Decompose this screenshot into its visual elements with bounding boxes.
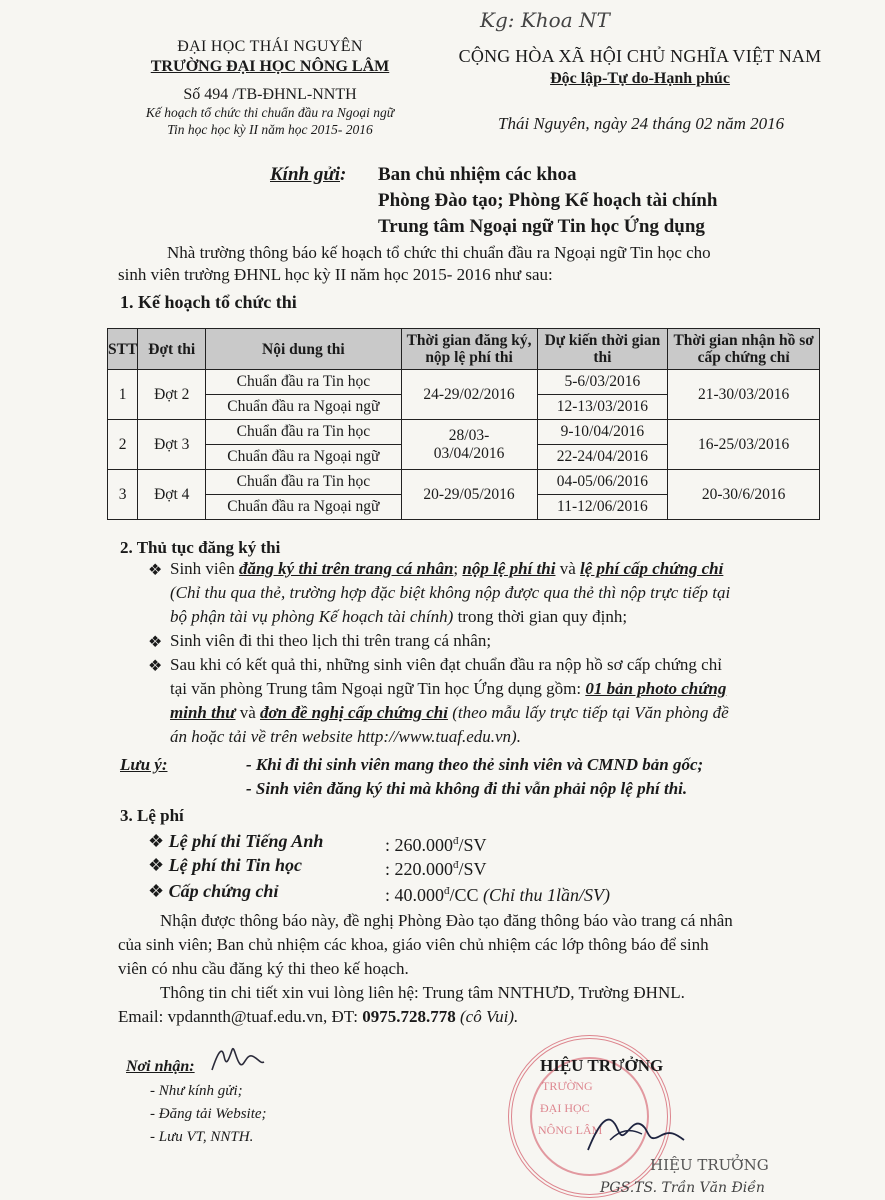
cell-thoi-gian: 12-13/03/2016 xyxy=(537,395,668,420)
bullet3-line2-normal: tại văn phòng Trung tâm Ngoại ngữ Tin học Ứng dụng gồm: xyxy=(170,679,586,698)
fee-row xyxy=(148,828,323,854)
section3-title: 3. Lệ phí xyxy=(120,806,184,825)
cell-stt: 2 xyxy=(108,420,138,470)
cell-noi-dung: Chuẩn đầu ra Tin học xyxy=(206,470,401,495)
cell-noi-dung: Chuẩn đầu ra Ngoại ngữ xyxy=(206,445,401,470)
diamond-bullet-icon: ❖ xyxy=(148,562,163,579)
national-motto: Độc lập-Tự do-Hạnh phúc xyxy=(550,70,730,87)
fee-value: : 220.000 xyxy=(385,859,454,879)
doc-subject-line1: Kế hoạch tổ chức thi chuẩn đầu ra Ngoại ngữ xyxy=(145,105,395,120)
currency-sup: đ xyxy=(453,835,459,847)
fee-row xyxy=(148,878,278,904)
country-name: CỘNG HÒA XÃ HỘI CHỦ NGHĨA VIỆT NAM xyxy=(458,46,822,66)
bullet1-line2: (Chỉ thu qua thẻ, trường hợp đặc biệt không nộp được qua thẻ thì nộp trực tiếp tại xyxy=(170,583,731,602)
contact-email: Email: vpdannth@tuaf.edu.vn, ĐT: xyxy=(118,1007,363,1026)
note-line2: - Sinh viên đăng ký thi mà không đi thi vẫn phải nộp lệ phí thi. xyxy=(246,779,688,798)
closing-p2-line2 xyxy=(118,1006,518,1028)
intro-line1: Nhà trường thông báo kế hoạch tổ chức thi chuẩn đầu ra Ngoại ngữ Tin học cho xyxy=(167,243,711,262)
header-noi-dung: Nội dung thi xyxy=(206,329,401,370)
stamp-text: TRƯỜNG xyxy=(542,1079,593,1093)
recipients-label: Kính gửi: xyxy=(270,164,347,185)
cell-noi-dung: Chuẩn đầu ra Ngoại ngữ xyxy=(206,495,401,520)
exam-plan-table xyxy=(107,328,820,520)
bullet3-application: đơn đề nghị cấp chứng chỉ xyxy=(260,703,448,722)
cell-nhan-ho-so: 16-25/03/2016 xyxy=(668,420,820,470)
document-date: Thái Nguyên, ngày 24 tháng 02 năm 2016 xyxy=(498,114,785,133)
table-header-row xyxy=(108,329,820,370)
fee-name: Lệ phí thi Tiếng Anh xyxy=(168,831,324,851)
closing-p1-line2: của sinh viên; Ban chủ nhiệm các khoa, giáo viên chủ nhiệm các lớp thông báo để sinh xyxy=(118,935,709,954)
fee-unit: /CC xyxy=(449,885,479,905)
fee-value: : 40.000 xyxy=(385,885,445,905)
recipient-footer-3: - Lưu VT, NNTH. xyxy=(150,1129,254,1145)
diamond-bullet-icon: ❖ xyxy=(148,881,165,901)
bullet1-line3-italic: bộ phận tài vụ phòng Kế hoạch tài chính) xyxy=(170,607,454,626)
fee-unit: /SV xyxy=(458,859,487,879)
recipient-line2: Phòng Đào tạo; Phòng Kế hoạch tài chính xyxy=(378,190,718,211)
section2-title: 2. Thủ tục đăng ký thi xyxy=(120,538,281,557)
diamond-bullet-icon: ❖ xyxy=(148,855,165,875)
bullet1-link1: đăng ký thi trên trang cá nhân xyxy=(238,559,454,578)
cell-noi-dung: Chuẩn đầu ra Ngoại ngữ xyxy=(206,395,401,420)
cell-thoi-gian: 5-6/03/2016 xyxy=(537,370,668,395)
fee-amount xyxy=(385,878,610,908)
contact-person: (cô Vui). xyxy=(455,1007,519,1026)
bullet1-line1 xyxy=(170,558,723,580)
handwritten-note: Kg: Khoa NT xyxy=(480,8,610,32)
cell-nhan-ho-so: 21-30/03/2016 xyxy=(668,370,820,420)
signature xyxy=(580,1100,690,1160)
header-nhan-ho-so: Thời gian nhận hồ sơ cấp chứng chỉ xyxy=(668,329,820,370)
bullet1-link3: lệ phí cấp chứng chỉ xyxy=(580,559,724,578)
bullet1-pre: Sinh viên xyxy=(170,559,239,578)
bullet3-photo-id-cont: minh thư xyxy=(170,703,236,722)
cell-dot: Đợt 3 xyxy=(138,420,206,470)
bullet2: Sinh viên đi thi theo lịch thi trên trang cá nhân; xyxy=(170,631,492,650)
signer-name: PGS.TS. Trần Văn Điền xyxy=(600,1180,765,1196)
cell-dot: Đợt 4 xyxy=(138,470,206,520)
cell-thoi-gian: 22-24/04/2016 xyxy=(537,445,668,470)
bullet1-line3-normal: trong thời gian quy định; xyxy=(453,607,628,626)
diamond-bullet-icon: ❖ xyxy=(148,634,163,651)
diamond-bullet-icon: ❖ xyxy=(148,658,163,675)
intro-line2: sinh viên trường ĐHNL học kỳ II năm học 2015- 2016 như sau: xyxy=(118,265,553,284)
fee-row xyxy=(148,852,302,878)
bullet3-photo-id: 01 bản photo chứng xyxy=(585,679,727,698)
bullet3-line3 xyxy=(170,702,729,724)
bullet1-line3 xyxy=(170,606,627,628)
university-name: ĐẠI HỌC THÁI NGUYÊN xyxy=(177,38,363,55)
cell-nhan-ho-so: 20-30/6/2016 xyxy=(668,470,820,520)
bullet3-note: (theo mẫu lấy trực tiếp tại Văn phòng đề xyxy=(447,703,729,722)
bullet3-line2 xyxy=(170,678,726,700)
recipient-line3: Trung tâm Ngoại ngữ Tin học Ứng dụng xyxy=(378,216,705,237)
fee-name: Cấp chứng chỉ xyxy=(168,881,279,901)
currency-sup: đ xyxy=(453,859,459,871)
table-row xyxy=(108,370,820,395)
section1-title: 1. Kế hoạch tổ chức thi xyxy=(120,292,297,312)
header-dot-thi: Đợt thi xyxy=(138,329,206,370)
cell-dot: Đợt 2 xyxy=(138,370,206,420)
bullet3-and: và xyxy=(235,703,261,722)
diamond-bullet-icon: ❖ xyxy=(148,831,165,851)
cell-dang-ky: 24-29/02/2016 xyxy=(401,370,537,420)
recipients-label-text: Kính gửi xyxy=(270,164,340,185)
header-stt: STT xyxy=(108,329,138,370)
currency-sup: đ xyxy=(444,885,450,897)
cell-dang-ky: 20-29/05/2016 xyxy=(401,470,537,520)
closing-p1-line1: Nhận được thông báo này, đề nghị Phòng Đào tạo đăng thông báo vào trang cá nhân xyxy=(160,911,733,930)
header-du-kien: Dự kiến thời gian thi xyxy=(537,329,668,370)
fee-value: : 260.000 xyxy=(385,835,454,855)
doc-subject-line2: Tin học học kỳ II năm học 2015- 2016 xyxy=(167,122,373,137)
contact-phone: 0975.728.778 xyxy=(362,1007,456,1026)
bullet1-sep1: ; xyxy=(453,559,463,578)
cell-noi-dung: Chuẩn đầu ra Tin học xyxy=(206,370,401,395)
school-name: TRƯỜNG ĐẠI HỌC NÔNG LÂM xyxy=(150,58,390,75)
closing-p1-line3: viên có nhu cầu đăng ký thi theo kế hoạch. xyxy=(118,959,409,978)
recipient-footer-1: - Như kính gửi; xyxy=(150,1083,243,1099)
bullet1-sep2: và xyxy=(555,559,580,578)
bullet3-line4: án hoặc tải về trên website http://www.tuaf.edu.vn). xyxy=(170,727,521,746)
recipient-footer-2: - Đăng tải Website; xyxy=(150,1106,267,1122)
note-line1: - Khi đi thi sinh viên mang theo thẻ sinh viên và CMND bản gốc; xyxy=(246,755,704,774)
cell-noi-dung: Chuẩn đầu ra Tin học xyxy=(206,420,401,445)
cell-thoi-gian: 04-05/06/2016 xyxy=(537,470,668,495)
closing-p2-line1: Thông tin chi tiết xin vui lòng liên hệ: Trung tâm NNTHƯD, Trường ĐHNL. xyxy=(160,983,685,1002)
recipients-footer-label: Nơi nhận: xyxy=(126,1058,195,1075)
cell-stt: 3 xyxy=(108,470,138,520)
header-dang-ky: Thời gian đăng ký, nộp lệ phí thi xyxy=(401,329,537,370)
initials-signature xyxy=(208,1042,268,1074)
fee-unit: /SV xyxy=(458,835,487,855)
table-row xyxy=(108,470,820,495)
note-label: Lưu ý: xyxy=(120,755,168,774)
recipient-line1: Ban chủ nhiệm các khoa xyxy=(378,164,577,185)
stamp-text: NÔNG LÂM xyxy=(538,1123,603,1137)
stamp-text: ĐẠI HỌC xyxy=(540,1101,590,1115)
fee-note: (Chỉ thu 1lần/SV) xyxy=(478,885,611,905)
fee-name: Lệ phí thi Tin học xyxy=(168,855,302,875)
stamp-title: HIỆU TRƯỞNG xyxy=(650,1156,769,1174)
cell-stt: 1 xyxy=(108,370,138,420)
cell-thoi-gian: 11-12/06/2016 xyxy=(537,495,668,520)
table-row xyxy=(108,420,820,445)
bullet3-line1: Sau khi có kết quả thi, những sinh viên đạt chuẩn đầu ra nộp hồ sơ cấp chứng chỉ xyxy=(170,655,722,674)
cell-thoi-gian: 9-10/04/2016 xyxy=(537,420,668,445)
doc-number: Số 494 /TB-ĐHNL-NNTH xyxy=(183,86,357,103)
cell-dang-ky: 28/03-03/04/2016 xyxy=(401,420,537,470)
bullet1-link2: nộp lệ phí thi xyxy=(462,559,556,578)
signer-title: HIỆU TRƯỞNG xyxy=(540,1056,664,1075)
